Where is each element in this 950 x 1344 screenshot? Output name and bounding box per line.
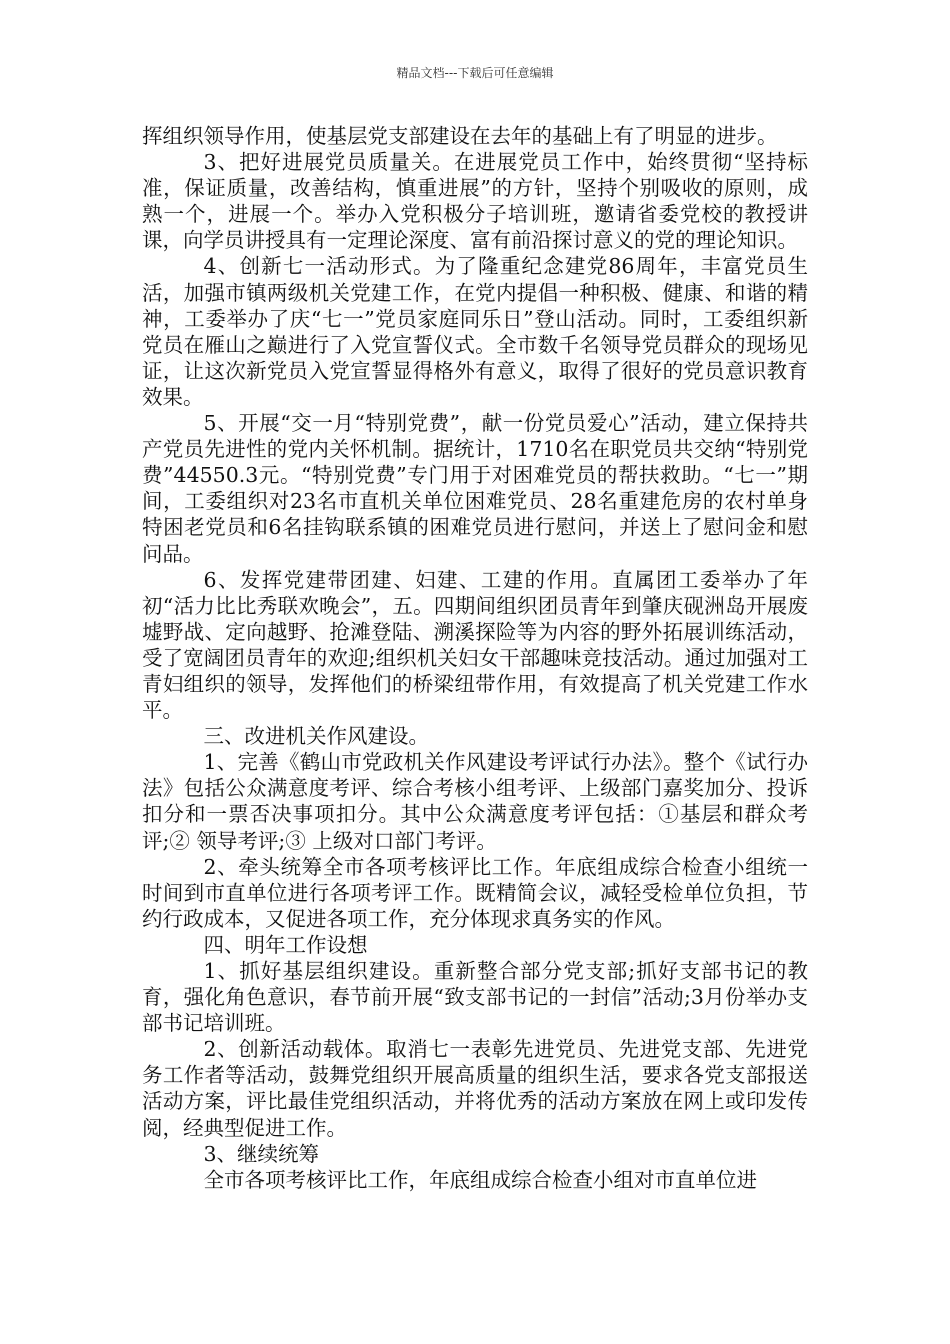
paragraph-section4-item-1: 1、抓好基层组织建设。重新整合部分党支部;抓好支部书记的教育，强化角色意识，春节前开展“致支部书记的一封信”活动;3月份举办支部书记培训班。 (142, 959, 808, 1036)
paragraph-section3-item-1: 1、完善《鹤山市党政机关作风建设考评试行办法》。整个《试行办法》包括公众满意度考评、综合考核小组考评、上级部门嘉奖加分、投诉扣分和一票否决事项扣分。其中公众满意度考评包括：①基层和群众考评;② 领导考评;③ 上级对口部门考评。 (142, 750, 808, 853)
paragraph-item-4: 4、创新七一活动形式。为了隆重纪念建党86周年，丰富党员生活，加强市镇两级机关党建工作，在党内提倡一种积极、健康、和谐的精神，工委举办了庆“七一”党员家庭同乐日”登山活动。同时，工委组织新党员在雁山之巅进行了入党宣誓仪式。全市数千名领导党员群众的现场见证，让这次新党员入党宣誓显得格外有意义，取得了很好的党员意识教育效果。 (142, 254, 808, 409)
paragraph-continuation: 挥组织领导作用，使基层党支部建设在去年的基础上有了明显的进步。 (142, 124, 778, 148)
paragraph-section4-item-2: 2、创新活动载体。取消七一表彰先进党员、先进党支部、先进党务工作者等活动，鼓舞党组织开展高质量的组织生活，要求各党支部报送活动方案，评比最佳党组织活动，并将优秀的活动方案放在网上或印发传阅，经典型促进工作。 (142, 1037, 808, 1140)
paragraph-section4-item-3: 3、继续统筹 (203, 1141, 320, 1166)
section-heading-3: 三、改进机关作风建设。 (203, 724, 429, 749)
paragraph-item-3: 3、把好进展党员质量关。在进展党员工作中，始终贯彻“坚持标准，保证质量，改善结构，慎重进展”的方针，坚持个别吸收的原则，成熟一个，进展一个。举办入党积极分子培训班，邀请省委党校的教授讲课，向学员讲授具有一定理论深度、富有前沿探讨意义的党的理论知识。 (142, 150, 808, 253)
paragraph-section4-item-3-continued: 全市各项考核评比工作，年底组成综合检查小组对市直单位进 (203, 1167, 757, 1192)
document-body (142, 123, 808, 1193)
paragraph-section3-item-2: 2、牵头统筹全市各项考核评比工作。年底组成综合检查小组统一时间到市直单位进行各项考评工作。既精简会议，减轻受检单位负担，节约行政成本，又促进各项工作，充分体现求真务实的作风。 (142, 854, 808, 931)
page-header: 精品文档---下载后可任意编辑 (396, 66, 554, 80)
paragraph-item-5: 5、开展“交一月“特别党费”，献一份党员爱心”活动，建立保持共产党员先进性的党内关怀机制。据统计，1710名在职党员共交纳“特别党费”44550.3元。“特别党费”专门用于对困难党员的帮扶救助。“七一”期间，工委组织对23名市直机关单位困难党员、28名重建危房的农村单身特困老党员和6名挂钩联系镇的困难党员进行慰问，并送上了慰问金和慰问品。 (142, 411, 808, 566)
paragraph-item-6: 6、发挥党建带团建、妇建、工建的作用。直属团工委举办了年初“活力比比秀联欢晚会”，五。四期间组织团员青年到肇庆砚洲岛开展废墟野战、定向越野、抢滩登陆、溯溪探险等为内容的野外拓展训练活动，受了宽阔团员青年的欢迎;组织机关妇女干部趣味竞技活动。通过加强对工青妇组织的领导，发挥他们的桥梁纽带作用，有效提高了机关党建工作水平。 (142, 567, 808, 723)
section-heading-4: 四、明年工作设想 (203, 932, 368, 957)
